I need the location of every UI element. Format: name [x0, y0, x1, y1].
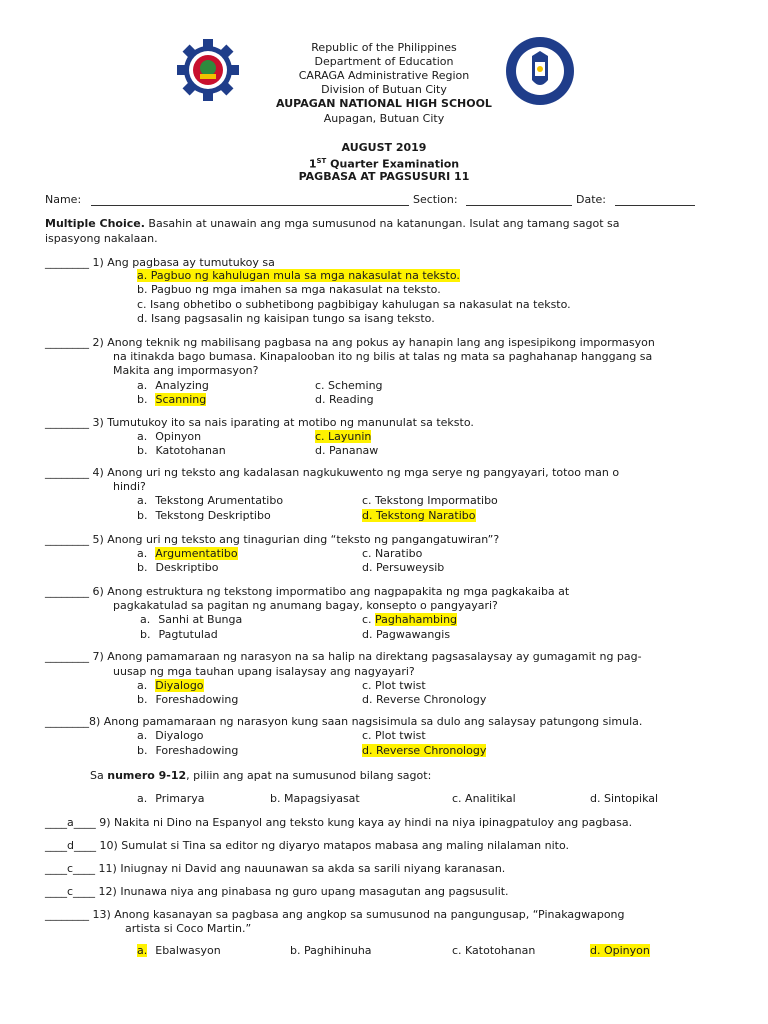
q13-d-text: d. Opinyon [590, 944, 650, 957]
q8-option-b [137, 744, 238, 757]
part2-option-a [137, 792, 205, 805]
q7-option-b [137, 693, 238, 706]
q3-option-b [137, 444, 226, 457]
q8-option-d [362, 744, 486, 757]
q5-option-d: d. Persuweysib [362, 561, 445, 574]
q6-option-a [140, 613, 242, 626]
q5-option-b [137, 561, 218, 574]
part2-pre: Sa [90, 769, 108, 782]
q7-b-letter: b. [137, 693, 148, 706]
header-department: Department of Education [314, 55, 454, 68]
exam-quarter [0, 155, 768, 171]
q1-option-b: b. Pagbuo ng mga imahen sa mga nakasulat na teksto. [137, 283, 441, 296]
q4-option-b [137, 509, 271, 522]
header-school: AUPAGAN NATIONAL HIGH SCHOOL [276, 97, 492, 110]
section-field[interactable] [466, 205, 572, 206]
q5-option-c: c. Naratibo [362, 547, 423, 560]
q3-b-letter: b. [137, 444, 148, 457]
q3-option-d: d. Pananaw [315, 444, 379, 457]
section-label: Section: [413, 193, 458, 206]
q6-b-letter: b. [140, 628, 151, 641]
q6-a-text: Sanhi at Bunga [158, 613, 243, 626]
instructions-bold: Multiple Choice. [45, 217, 145, 230]
q4-a-text: Tekstong Arumentatibo [155, 494, 284, 507]
part2-a-text: Primarya [155, 792, 205, 805]
q3-a-letter: a. [137, 430, 148, 443]
q5-a-text: Argumentatibo [155, 547, 238, 560]
q1-option-c: c. Isang obhetibo o subhetibong pagbibigay kahulugan sa nakasulat na teksto. [137, 298, 571, 311]
question-13-line1: ________ 13) Anong kasanayan sa pagbasa ang angkop sa sumusunod na pangungusap, “Pinakagwapong [45, 908, 625, 921]
q13-a-text: Ebalwasyon [155, 944, 221, 957]
q2-a-text: Analyzing [155, 379, 209, 392]
q8-a-letter: a. [137, 729, 148, 742]
question-9: ____a____ 9) Nakita ni Dino na Espanyol ang teksto kung kaya ay hindi na niya ipinagpatuloy ang pagbasa. [45, 816, 633, 829]
exam-subject: PAGBASA AT PAGSUSURI 11 [298, 170, 470, 183]
q8-option-c: c. Plot twist [362, 729, 426, 742]
question-13-line2: artista si Coco Martin.” [125, 922, 252, 935]
question-6-line2: pagkakatulad sa pagitan ng anumang bagay, konsepto o pangyayari? [113, 599, 498, 612]
question-5: ________ 5) Anong uri ng teksto ang tinagurian ding “teksto ng pangangatuwiran”? [45, 533, 500, 546]
q6-c-letter: c. [362, 613, 372, 626]
quarter-number: 1 [308, 157, 317, 171]
q6-option-b [140, 628, 218, 641]
q6-option-c [362, 613, 457, 626]
q4-option-d [362, 509, 476, 522]
q7-option-c: c. Plot twist [362, 679, 426, 692]
part2-post: , piliin ang apat na sumusunod bilang sagot: [186, 769, 432, 782]
q4-b-letter: b. [137, 509, 148, 522]
question-10: ____d____ 10) Sumulat si Tina sa editor ng diyaryo matapos mabasa ang maling nilalaman nito. [45, 839, 570, 852]
q8-b-letter: b. [137, 744, 148, 757]
instructions-text: Basahin at unawain ang mga sumusunod na katanungan. Isulat ang tamang sagot sa [144, 217, 620, 230]
part2-instruction [90, 769, 431, 782]
part2-bold: numero 9-12 [107, 769, 187, 782]
q3-b-text: Katotohanan [155, 444, 226, 457]
question-8: ________8) Anong pamamaraan ng narasyon kung saan nagsisimula sa dulo ang salaysay patungong simula. [45, 715, 643, 728]
q2-b-text: Scanning [155, 393, 207, 406]
q6-a-letter: a. [140, 613, 151, 626]
quarter-rest: Quarter Examination [326, 157, 460, 171]
q2-a-letter: a. [137, 379, 148, 392]
q7-a-letter: a. [137, 679, 148, 692]
q6-option-d: d. Pagwawangis [362, 628, 451, 641]
q1-option-d: d. Isang pagsasalin ng kaisipan tungo sa isang teksto. [137, 312, 435, 325]
q7-b-text: Foreshadowing [155, 693, 239, 706]
q5-a-letter: a. [137, 547, 148, 560]
q7-option-d: d. Reverse Chronology [362, 693, 487, 706]
date-field[interactable] [615, 205, 695, 206]
part2-a-letter: a. [137, 792, 148, 805]
question-4-line1: ________ 4) Anong uri ng teksto ang kadalasan nagkukuwento ng mga serye ng pangyayari, totoo man o [45, 466, 620, 479]
q4-b-text: Tekstong Deskriptibo [155, 509, 271, 522]
q8-a-text: Diyalogo [155, 729, 204, 742]
q13-option-d [590, 944, 650, 957]
q1-option-a [137, 269, 460, 282]
q2-option-c: c. Scheming [315, 379, 383, 392]
header-division: Division of Butuan City [321, 83, 447, 96]
name-label: Name: [45, 193, 82, 206]
name-field[interactable] [91, 205, 409, 206]
q3-c-text: c. Layunin [315, 430, 372, 443]
q3-a-text: Opinyon [155, 430, 202, 443]
date-label: Date: [576, 193, 606, 206]
part2-option-c: c. Analitikal [452, 792, 516, 805]
q5-option-a [137, 547, 238, 560]
q5-b-text: Deskriptibo [155, 561, 219, 574]
q2-option-b [137, 393, 206, 406]
question-11: ____c____ 11) Iniugnay ni David ang nauunawan sa akda sa sarili niyang karanasan. [45, 862, 506, 875]
question-7-line2: uusap ng mga tauhan upang isalaysay ang nagyayari? [113, 665, 415, 678]
instructions-line2: ispasyong nakalaan. [45, 232, 158, 245]
q4-option-c: c. Tekstong Impormatibo [362, 494, 498, 507]
question-7-line1: ________ 7) Anong pamamaraan ng narasyon na sa halip na direktang pagsasalaysay ay gumagamit ng pag- [45, 650, 642, 663]
q4-a-letter: a. [137, 494, 148, 507]
question-2-line1: ________ 2) Anong teknik ng mabilisang pagbasa na ang pokus ay hanapin lang ang ispesipikong impormasyon [45, 336, 655, 349]
q13-option-c: c. Katotohanan [452, 944, 536, 957]
question-6-line1: ________ 6) Anong estruktura ng tekstong impormatibo ang nagpapakita ng mga pagkakaiba at [45, 585, 570, 598]
quarter-superscript: ST [316, 157, 327, 165]
q3-option-a [137, 430, 201, 443]
q6-b-text: Pagtutulad [158, 628, 218, 641]
header-republic: Republic of the Philippines [311, 41, 457, 54]
q4-d-text: d. Tekstong Naratibo [362, 509, 476, 522]
q4-option-a [137, 494, 283, 507]
q7-a-text: Diyalogo [155, 679, 204, 692]
q2-b-letter: b. [137, 393, 148, 406]
question-4-line2: hindi? [113, 480, 146, 493]
q8-option-a [137, 729, 204, 742]
question-12: ____c____ 12) Inunawa niya ang pinabasa ng guro upang masagutan ang pagsusulit. [45, 885, 509, 898]
part2-option-b: b. Mapagsiyasat [270, 792, 360, 805]
q13-option-a [137, 944, 221, 957]
q2-option-a [137, 379, 209, 392]
q1-answer-highlight: a. Pagbuo ng kahulugan mula sa mga nakasulat na teksto. [137, 269, 460, 282]
header-address: Aupagan, Butuan City [323, 112, 445, 125]
question-3: ________ 3) Tumutukoy ito sa nais iparating at motibo ng manunulat sa teksto. [45, 416, 474, 429]
instructions-line1 [45, 217, 620, 230]
question-2-line2: na itinakda bago bumasa. Kinapalooban ito ng bilis at talas ng mata sa paghahanap hanggang sa [113, 350, 653, 363]
q7-option-a [137, 679, 204, 692]
question-1: ________ 1) Ang pagbasa ay tumutukoy sa [45, 256, 275, 269]
q3-option-c [315, 430, 371, 443]
q8-d-text: d. Reverse Chronology [362, 744, 487, 757]
part2-option-d: d. Sintopikal [590, 792, 659, 805]
q13-a-letter: a. [137, 944, 148, 957]
question-2-line3: Makita ang impormasyon? [113, 364, 259, 377]
header-region: CARAGA Administrative Region [298, 69, 470, 82]
exam-month: AUGUST 2019 [341, 141, 427, 154]
q2-option-d: d. Reading [315, 393, 374, 406]
q5-b-letter: b. [137, 561, 148, 574]
q13-option-b: b. Paghihinuha [290, 944, 372, 957]
q6-c-text: Paghahambing [375, 613, 458, 626]
q8-b-text: Foreshadowing [155, 744, 239, 757]
